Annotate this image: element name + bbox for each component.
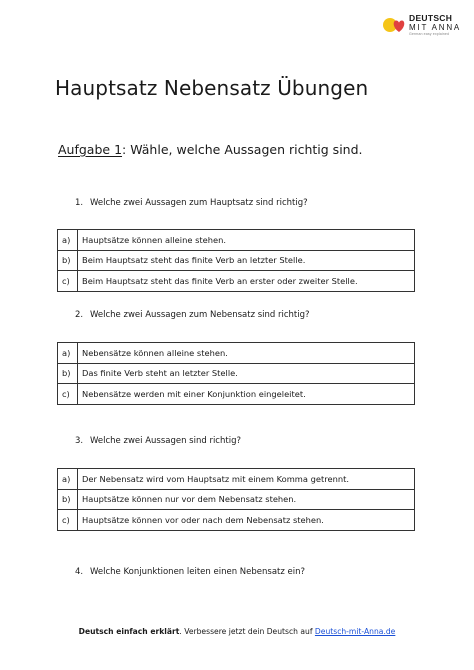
table-row <box>58 230 415 251</box>
question-3 <box>75 436 241 446</box>
table-row <box>58 489 415 510</box>
options-table-1 <box>57 229 415 292</box>
table-row <box>58 250 415 271</box>
table-row <box>58 343 415 364</box>
option-text: Hauptsätze können alleine stehen. <box>78 230 415 251</box>
logo-line2: MIT ANNA <box>409 22 462 32</box>
table-row <box>58 271 415 292</box>
footer-text: . Verbessere jetzt dein Deutsch auf <box>179 627 315 636</box>
option-text: Beim Hauptsatz steht das finite Verb an erster oder zweiter Stelle. <box>78 271 415 292</box>
question-2 <box>75 310 310 320</box>
question-text: Welche zwei Aussagen zum Hauptsatz sind richtig? <box>90 198 308 208</box>
brand-logo <box>383 13 467 39</box>
option-text: Hauptsätze können vor oder nach dem Nebensatz stehen. <box>78 510 415 531</box>
logo-wordmark <box>409 14 461 36</box>
footer <box>0 627 474 636</box>
option-text: Der Nebensatz wird vom Hauptsatz mit einem Komma getrennt. <box>78 469 415 490</box>
option-text: Hauptsätze können nur vor dem Nebensatz stehen. <box>78 489 415 510</box>
table-row <box>58 363 415 384</box>
footer-website-link[interactable]: Deutsch-mit-Anna.de <box>314 627 396 636</box>
question-text: Welche zwei Aussagen sind richtig? <box>90 436 241 446</box>
question-text: Welche Konjunktionen leiten einen Nebensatz ein? <box>90 567 306 577</box>
logo-line1: DEUTSCH <box>409 13 453 23</box>
option-text: Nebensätze werden mit einer Konjunktion eingeleitet. <box>78 384 415 405</box>
question-1 <box>75 198 308 208</box>
option-letter: c) <box>58 510 78 531</box>
option-letter: b) <box>58 489 78 510</box>
options-table-3 <box>57 468 415 531</box>
logo-mark-icon <box>383 16 406 34</box>
table-row <box>58 510 415 531</box>
option-letter: b) <box>58 363 78 384</box>
options-table-2 <box>57 342 415 405</box>
footer-tagline: Deutsch einfach erklärt <box>78 627 180 636</box>
table-row <box>58 384 415 405</box>
question-number: 3. <box>75 436 84 446</box>
option-text: Beim Hauptsatz steht das finite Verb an letzter Stelle. <box>78 250 415 271</box>
option-letter: c) <box>58 384 78 405</box>
option-letter: a) <box>58 343 78 364</box>
option-letter: b) <box>58 250 78 271</box>
question-4 <box>75 567 305 577</box>
question-number: 4. <box>75 567 84 577</box>
option-text: Nebensätze können alleine stehen. <box>78 343 415 364</box>
table-row <box>58 469 415 490</box>
question-number: 1. <box>75 198 84 208</box>
task-label: Aufgabe 1 <box>58 142 123 157</box>
option-letter: c) <box>58 271 78 292</box>
question-number: 2. <box>75 310 84 320</box>
logo-tagline: German easy explained <box>409 31 450 36</box>
page-title: Hauptsatz Nebensatz Übungen <box>55 76 369 100</box>
option-letter: a) <box>58 469 78 490</box>
option-text: Das finite Verb steht an letzter Stelle. <box>78 363 415 384</box>
task-heading <box>58 142 363 157</box>
task-instruction: : Wähle, welche Aussagen richtig sind. <box>122 142 363 157</box>
option-letter: a) <box>58 230 78 251</box>
question-text: Welche zwei Aussagen zum Nebensatz sind richtig? <box>90 310 310 320</box>
